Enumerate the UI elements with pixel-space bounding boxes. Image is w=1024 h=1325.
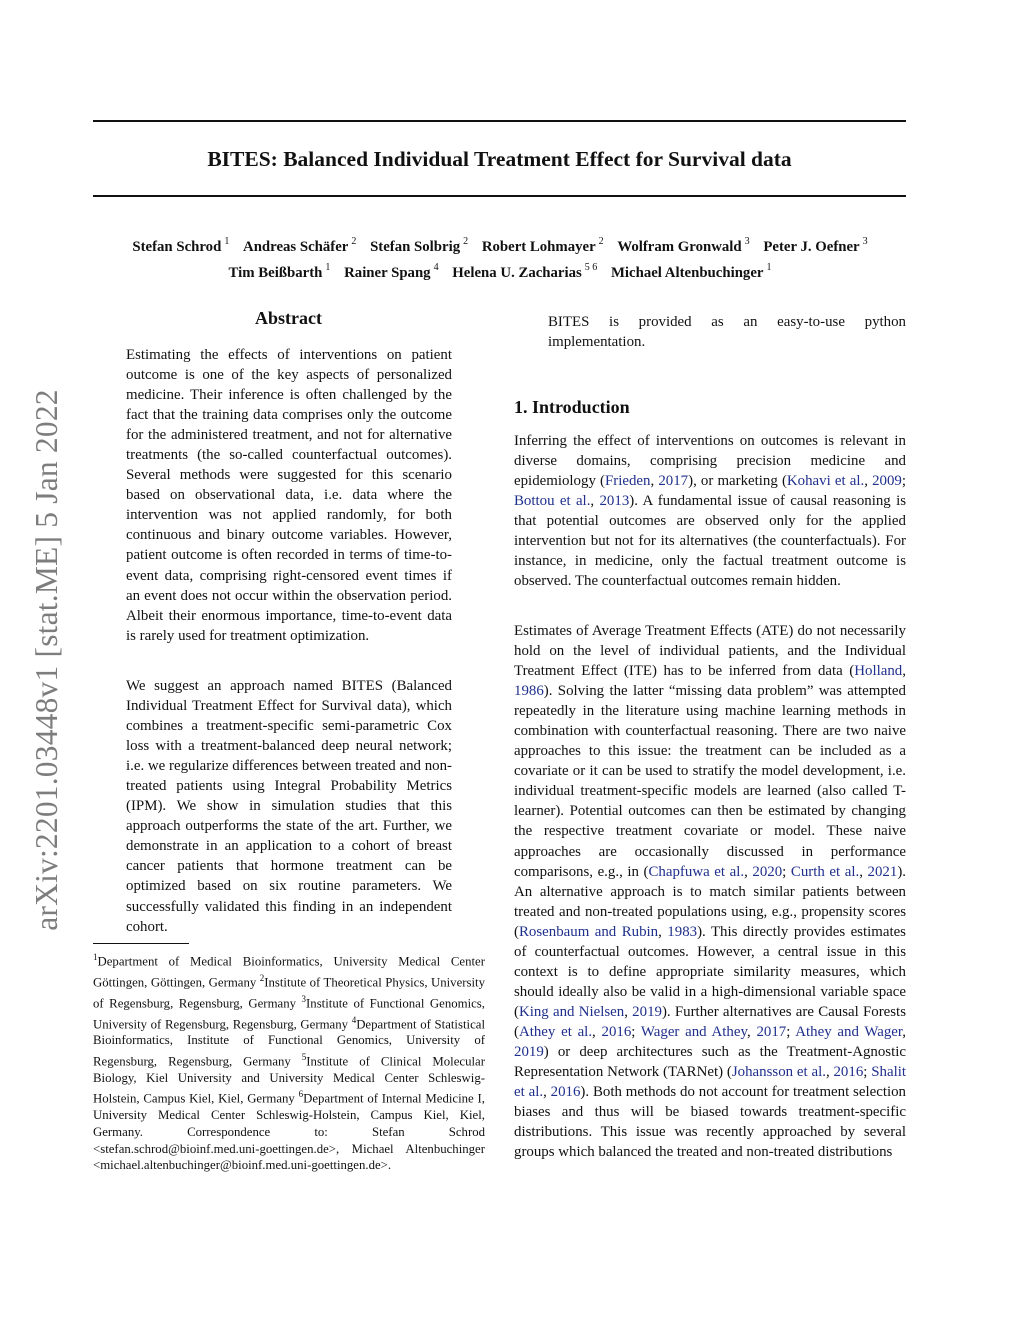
author-list — [80, 232, 920, 284]
affiliation-4: Department of Statistical Bioinformatics, Institute of Functional Genomics, University of Regensburg, Regensburg, Germany — [93, 1016, 485, 1069]
citation-link[interactable]: 2013 — [599, 493, 630, 510]
author-affiliation-mark: 2 — [463, 236, 469, 247]
author-affiliation-mark: 4 — [433, 261, 439, 273]
arxiv-id: arXiv:2201.03448v1 [stat.ME] 5 Jan 2022 — [29, 389, 64, 931]
citation-link[interactable]: Frieden — [604, 473, 651, 490]
citation-link[interactable]: 2019 — [632, 1003, 662, 1020]
abstract-heading: Abstract — [255, 308, 322, 328]
citation-link[interactable]: Chapfuwa et al. — [648, 863, 745, 880]
affiliation-5: Institute of Clinical Molecular Biology, Kiel University and University Medical Center Schleswig-Holstein, Campus Kiel, Kiel, Germany — [93, 1054, 485, 1106]
citation-link[interactable]: Curth et al. — [790, 863, 860, 880]
section-heading-introduction: 1. Introduction — [514, 397, 630, 417]
affiliation-6: Department of Internal Medicine I, University Medical Center Schleswig-Holstein, Campus Kiel, Kiel, Germany. — [93, 1091, 485, 1139]
citation-link[interactable]: 1983 — [667, 923, 698, 940]
citation-link[interactable]: 2019 — [514, 1043, 544, 1060]
author-affiliation-mark: 1 — [224, 236, 230, 247]
author-affiliation-mark: 1 — [325, 261, 331, 273]
author-name: Peter J. Oefner $^3$ — [763, 236, 868, 255]
author-name: Rainer Spang $^4$ — [344, 261, 439, 281]
affiliation-3: Institute of Functional Genomics, University of Regensburg, Regensburg, Germany — [93, 995, 485, 1031]
footnote-rule — [93, 943, 189, 944]
author-line-2 — [80, 258, 920, 284]
author-affiliation-mark: 3 — [744, 236, 750, 247]
author-name: Michael Altenbuchinger $^1$ — [610, 261, 772, 281]
citation-link[interactable]: 2016 — [833, 1064, 864, 1081]
author-name: Wolfram Gronwald $^3$ — [617, 236, 750, 255]
citation-link[interactable]: Wager and Athey — [640, 1023, 747, 1040]
title-bottom-rule — [93, 195, 906, 197]
affiliation-footnote: $^1$Department of Medical Bioinformatics, University Medical Center Göttingen, Göttingen, Germany $^2$Institute of Theoretical Physics, University of Regensburg, Regensburg, Germany $^3$Institute of Functional Genomics, University of Regensburg, Regensburg, Germany $^4$Department of Statistical Bioinformatics, Institute of Functional Genomics, University of Regensburg, Regensburg, Germany $^5$Institute of Clinical Molecular Biology, Kiel University and University Medical Center Schleswig-Holstein, Campus Kiel, Kiel, Germany $^6$Department of Internal Medicine I, University Medical Center Schleswig-Holstein, Campus Kiel, Kiel, Germany. Correspondence to: Stefan Schrod <stefan.schrod@bioinf.med.uni-goettingen.de>, Michael Altenbuchinger <michael.altenbuchinger@bioinf.med.uni-goettingen.de>. — [93, 952, 486, 1173]
citation-link[interactable]: 2016 — [550, 1084, 581, 1101]
citation-link[interactable]: King and Nielsen — [518, 1003, 625, 1020]
author-name: Stefan Schrod $^1$ — [132, 236, 230, 255]
abstract-paragraph-2: We suggest an approach named BITES (Balanced Individual Treatment Effect for Survival data), which combines a treatment-specific semi-parametric Cox loss with a treatment-balanced deep neural network; i.e. we regularize differences between treated and non-treated patients using Integral Probability Metrics (IPM). We show in simulation studies that this approach outperforms the state of the art. Further, we demonstrate in an application to a cohort of breast cancer patients that hormone treatment can be optimized based on six routine parameters. We successfully validated this finding in an independent cohort. — [126, 678, 452, 935]
intro-paragraph-1: Inferring the effect of interventions on outcomes is relevant in diverse domains, comprising precision medicine and epidemiology (Frieden, 2017), or marketing (Kohavi et al., 2009; Bottou et al., 2013). A fundamental issue of causal reasoning is that potential outcomes are observed only for the applied intervention but not for its alternatives (the counterfactuals). For instance, in medicine, only the factual treatment outcome is observed. The counterfactual outcomes remain hidden. — [514, 433, 906, 590]
author-name: Stefan Solbrig $^2$ — [370, 236, 469, 255]
citation-link[interactable]: 1986 — [514, 683, 544, 700]
affiliation-2: Institute of Theoretical Physics, University of Regensburg, Regensburg, Germany — [93, 975, 485, 1010]
citation-link[interactable]: 2016 — [601, 1023, 632, 1040]
author-affiliation-mark: 1 — [766, 261, 772, 273]
author-name: Andreas Schäfer $^2$ — [243, 236, 357, 255]
correspondence: Correspondence to: Stefan Schrod <stefan.schrod@bioinf.med.uni-goettingen.de>, Michael Altenbuchinger <michael.altenbuchinger@bioinf.med.uni-goettingen.de>. — [93, 1124, 486, 1173]
citation-link[interactable]: 2021 — [867, 863, 898, 880]
affiliation-1: Department of Medical Bioinformatics, University Medical Center Göttingen, Göttingen, Germany — [93, 954, 485, 990]
author-line-1 — [80, 232, 920, 258]
paper-title: BITES: Balanced Individual Treatment Effect for Survival data — [207, 147, 792, 171]
citation-link[interactable]: Athey et al. — [518, 1023, 593, 1040]
abstract-paragraph-1: Estimating the effects of interventions on patient outcome is one of the key aspects of personalized medicine. Their inference is often challenged by the fact that the training data comprises only the outcome for the administered treatment, and not for alternative treatments (the so-called counterfactual outcomes). Several methods were suggested for this scenario based on observational data, i.e. data where the intervention was not applied randomly, for both continuous and binary outcome variables. However, patient outcome is often recorded in terms of time-to-event data, comprising right-censored event times if an event does not occur within the observation period. Albeit their enormous importance, time-to-event data is rarely used for treatment optimization. — [126, 347, 452, 644]
citation-link[interactable]: Kohavi et al. — [786, 473, 865, 490]
citation-link[interactable]: 2020 — [752, 863, 783, 880]
citation-link[interactable]: Athey and Wager — [795, 1023, 903, 1040]
intro-paragraph-2: Estimates of Average Treatment Effects (ATE) do not necessarily hold on the level of individual patients, and the Individual Treatment Effect (ITE) has to be inferred from data (Holland, 1986). Solving the latter “missing data problem” was attempted repeatedly in the literature using machine learning methods in combination with counterfactual reasoning. There are two naive approaches to this issue: the treatment can be included as a covariate or it can be used to stratify the model development, i.e. individual treatment-specific models are learned (also called T-learner). Potential outcomes can then be estimated by changing the respective treatment covariate or model. These naive approaches are occasionally discussed in performance comparisons, e.g., in (Chapfuwa et al., 2020; Curth et al., 2021). An alternative approach is to match similar patients between treated and non-treated populations using, e.g., propensity scores (Rosenbaum and Rubin, 1983). This directly provides estimates of counterfactual outcomes. However, a central issue in this context is to define appropriate similarity measures, which should ideally also be valid in a high-dimensional variable space (King and Nielsen, 2019). Further alternatives are Causal Forests (Athey et al., 2016; Wager and Athey, 2017; Athey and Wager, 2019) or deep architectures such as the Treatment-Agnostic Representation Network (TARNet) (Johansson et al., 2016; Shalit et al., 2016). Both methods do not account for treatment selection biases and thus will be biased towards treatment-specific distributions. This issue was recently approached by several groups which balanced the treated and non-treated distributions — [514, 623, 906, 1161]
author-affiliation-mark: 3 — [862, 236, 868, 247]
author-affiliation-mark: 5 6 — [584, 261, 598, 273]
citation-link[interactable]: 2009 — [872, 473, 902, 490]
citation-link[interactable]: 2017 — [756, 1023, 787, 1040]
author-affiliation-mark: 2 — [351, 236, 357, 247]
citation-link[interactable]: Bottou et al. — [514, 493, 591, 510]
citation-link[interactable]: Rosenbaum and Rubin — [518, 923, 659, 940]
author-name: Tim Beißbarth $^1$ — [228, 261, 331, 281]
author-name: Robert Lohmayer $^2$ — [481, 236, 604, 255]
author-name: Helena U. Zacharias $^{5 6}$ — [452, 261, 598, 281]
title-top-rule — [93, 120, 906, 122]
citation-link[interactable]: 2017 — [658, 473, 689, 490]
citation-link[interactable]: Johansson et al. — [731, 1064, 826, 1081]
author-affiliation-mark: 2 — [598, 236, 604, 247]
citation-link[interactable]: Shalit et al. — [514, 1064, 906, 1101]
abstract-continued: BITES is provided as an easy-to-use python implementation. — [548, 314, 906, 351]
citation-link[interactable]: Holland — [854, 663, 903, 680]
